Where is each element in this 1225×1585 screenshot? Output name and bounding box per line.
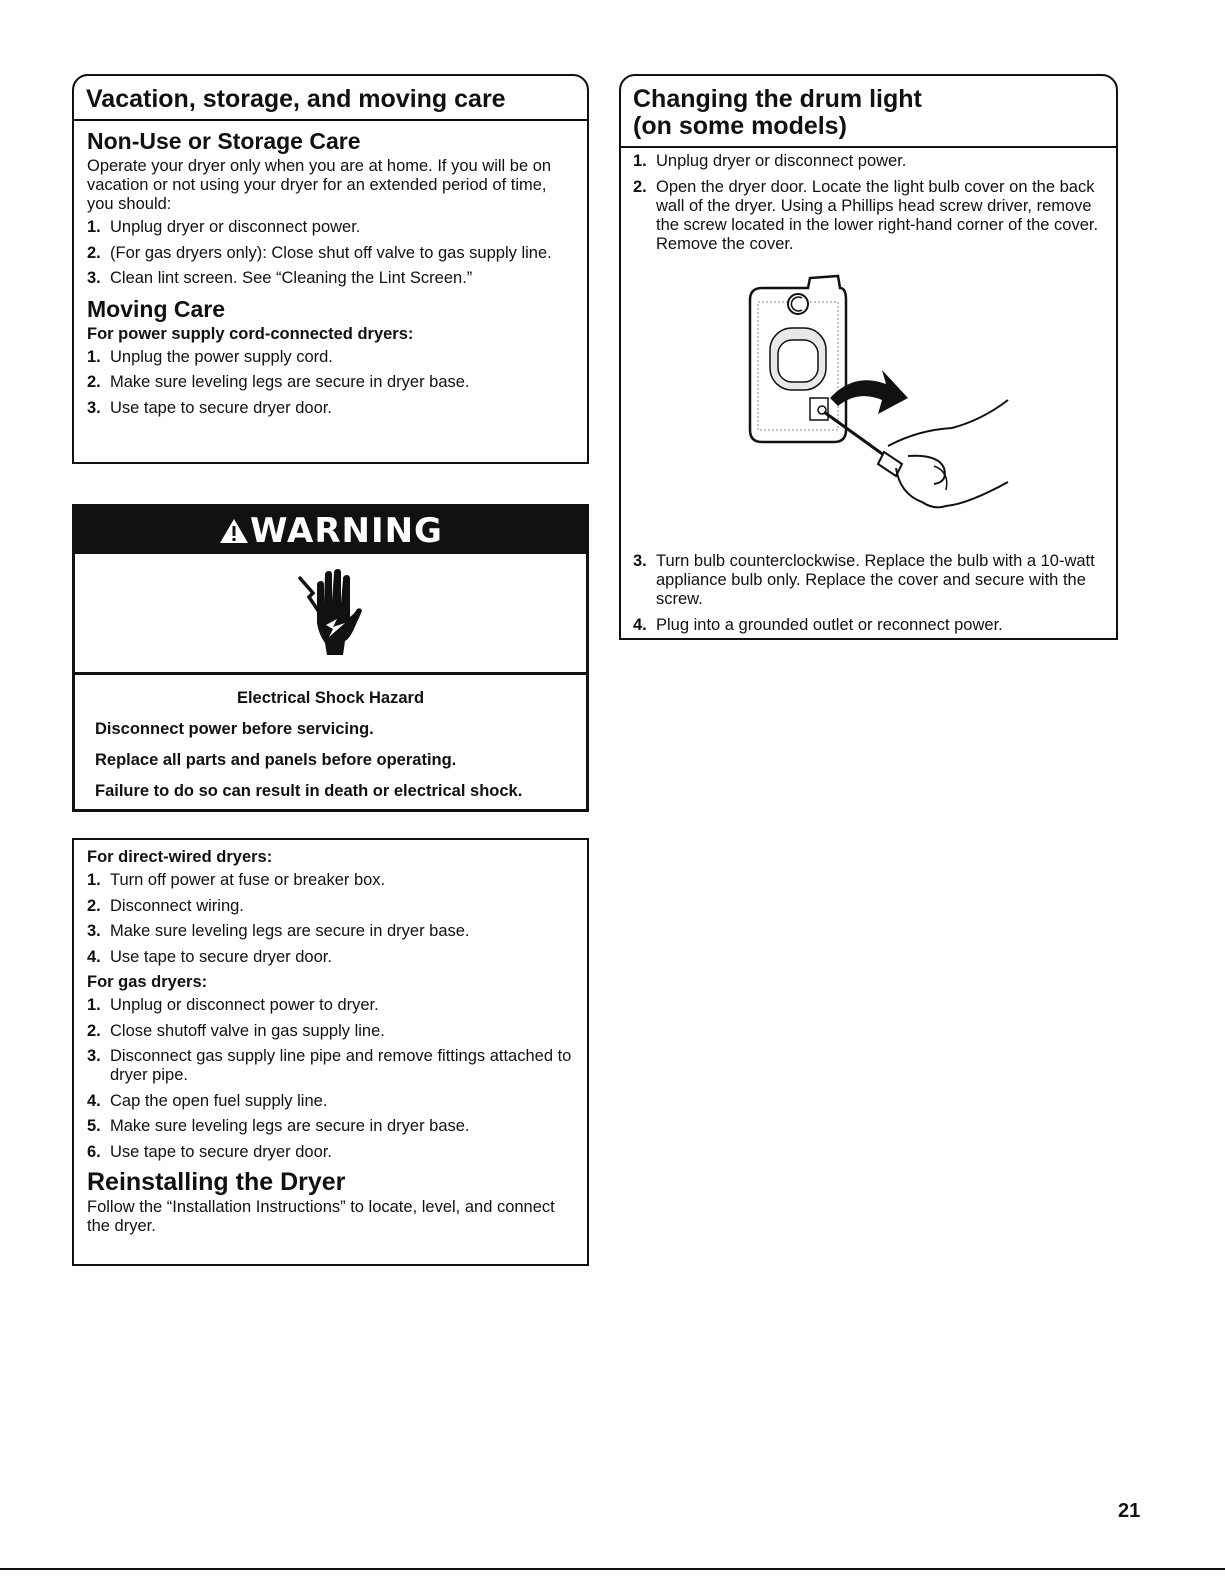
nonuse-steps: [87, 218, 575, 288]
list-item: 3. Disconnect gas supply line pipe and remove fittings attached to dryer pipe.: [87, 1047, 572, 1084]
list-item: 2. Make sure leveling legs are secure in dryer base.: [87, 373, 470, 391]
direct-lead: For direct-wired dryers:: [87, 848, 273, 866]
warning-header: [75, 507, 586, 554]
list-item: 3. Turn bulb counterclockwise. Replace the bulb with a 10-watt appliance bulb only. Replace the cover and secure with the screw.: [633, 552, 1095, 608]
reinstall-heading: Reinstalling the Dryer: [87, 1168, 346, 1196]
list-item: 2. Close shutoff valve in gas supply line.: [87, 1021, 385, 1040]
list-item: 1. Unplug or disconnect power to dryer.: [87, 996, 379, 1014]
cord-lead: For power supply cord-connected dryers:: [87, 324, 414, 343]
list-item: 1. Unplug the power supply cord.: [87, 347, 333, 366]
warning-body: [75, 675, 586, 801]
bulb-cover-screwdriver-illustration: [738, 270, 1028, 530]
drum-light-title: [621, 76, 1116, 148]
gas-steps: [87, 996, 575, 1162]
list-item: 4. Use tape to secure dryer door.: [87, 947, 332, 966]
warning-triangle-icon: [218, 517, 250, 545]
list-item: 1. Unplug dryer or disconnect power.: [633, 152, 907, 170]
bottom-divider: [0, 1568, 1225, 1570]
drum-light-section: [619, 74, 1118, 640]
list-item: 3. Use tape to secure dryer door.: [87, 398, 332, 417]
electrical-shock-hand-icon: [291, 563, 371, 663]
nonuse-intro: Operate your dryer only when you are at home. If you will be on vacation or not using your dryer for an extended period of time, you should:: [87, 157, 552, 213]
warning-line: Failure to do so can result in death or electrical shock.: [95, 782, 523, 800]
moving-cont-body: [74, 840, 587, 1236]
warning-icon-area: [75, 554, 586, 675]
drum-title-line1: Changing the drum light: [633, 85, 922, 113]
list-item: 3. Make sure leveling legs are secure in dryer base.: [87, 922, 470, 940]
drum-light-illustration: [633, 260, 1108, 552]
cord-steps: [87, 348, 575, 418]
drum-steps-b: [633, 552, 1108, 635]
list-item: 3. Clean lint screen. See “Cleaning the Lint Screen.”: [87, 269, 473, 287]
list-item: 1. Turn off power at fuse or breaker box.: [87, 871, 386, 889]
list-item: 4. Cap the open fuel supply line.: [87, 1091, 328, 1110]
list-item: 6. Use tape to secure dryer door.: [87, 1142, 332, 1161]
warning-box: [72, 504, 589, 812]
nonuse-heading: Non-Use or Storage Care: [87, 128, 361, 154]
list-item: 5. Make sure leveling legs are secure in dryer base.: [87, 1117, 470, 1135]
warning-title: WARNING: [250, 511, 443, 551]
list-item: 1. Unplug dryer or disconnect power.: [87, 218, 361, 236]
reinstall-text: Follow the “Installation Instructions” to locate, level, and connect the dryer.: [87, 1198, 555, 1235]
direct-steps: [87, 871, 575, 967]
warning-line: Disconnect power before servicing.: [95, 720, 374, 738]
moving-heading: Moving Care: [87, 295, 226, 322]
gas-lead: For gas dryers:: [87, 973, 208, 991]
vacation-section: [72, 74, 589, 464]
warning-line: Replace all parts and panels before operating.: [95, 751, 457, 769]
list-item: 2. Disconnect wiring.: [87, 896, 244, 915]
drum-light-body: [621, 148, 1116, 635]
moving-care-continued: [72, 838, 589, 1266]
list-item: 2. Open the dryer door. Locate the light bulb cover on the back wall of the dryer. Using a Phillips head screw driver, remove the screw located in the lower right-hand corner of the cover. Remove the cover.: [633, 177, 1099, 253]
vacation-body: [74, 121, 587, 418]
page-number: 21: [1118, 1500, 1141, 1522]
vacation-title: Vacation, storage, and moving care: [74, 76, 587, 121]
list-item: 2. (For gas dryers only): Close shut off valve to gas supply line.: [87, 243, 552, 262]
drum-steps-a: [633, 152, 1108, 254]
hazard-label: Electrical Shock Hazard: [236, 689, 425, 707]
drum-title-line2: (on some models): [633, 112, 847, 140]
list-item: 4. Plug into a grounded outlet or reconnect power.: [633, 615, 1003, 634]
